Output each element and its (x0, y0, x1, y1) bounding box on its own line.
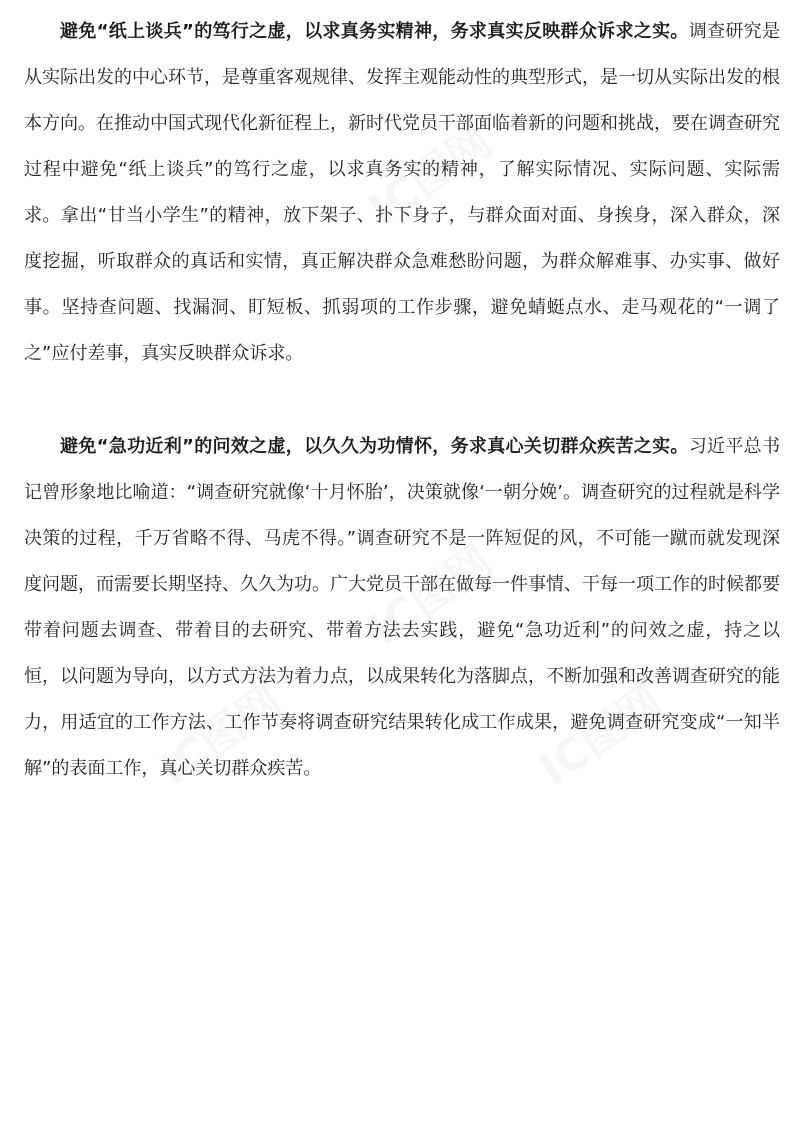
paragraph-2-body: 习近平总书记曾形象地比喻道：“调查研究就像‘十月怀胎’，决策就像‘一朝分娩’。调查研究的过程就是科学决策的过程，千万省略不得、马虎不得。”调查研究不是一阵短促的风，不可能一蹴而就发现深度问题，而需要长期坚持、久久为功。广大党员干部在做每一件事情、干每一项工作的时候都要带着问题去调查、带着目的去研究、带着方法去实践，避免“急功近利”的问效之虚，持之以恒，以问题为导向，以方式方法为着力点，以成果转化为落脚点，不断加强和改善调查研究的能力，用适宜的工作方法、工作节奏将调查研究结果转化成工作成果，避免调查研究变成“一知半解”的表面工作，真心关切群众疾苦。 (24, 436, 780, 779)
document-page (24, 0, 780, 792)
paragraph-1-body: 调查研究是从实际出发的中心环节，是尊重客观规律、发挥主观能动性的典型形式，是一切从实际出发的根本方向。在推动中国式现代化新征程上，新时代党员干部面临着新的问题和挑战，要在调查研究过程中避免“纸上谈兵”的笃行之虚，以求真务实的精神，了解实际情况、实际问题、实际需求。拿出“甘当小学生”的精神，放下架子、扑下身子，与群众面对面、身挨身，深入群众，深度挖掘，听取群众的真话和实情，真正解决群众急难愁盼问题，为群众解难事、办实事、做好事。坚持查问题、找漏洞、盯短板、抓弱项的工作步骤，避免蜻蜓点水、走马观花的“一调了之”应付差事，真实反映群众诉求。 (24, 21, 780, 364)
paragraph-1 (24, 0, 780, 377)
paragraph-2-lead: 避免“急功近利”的问效之虚，以久久为功情怀，务求真心关切群众疾苦之实。 (60, 436, 689, 457)
paragraph-2 (24, 424, 780, 792)
paragraph-1-lead: 避免“纸上谈兵”的笃行之虚，以求真务实精神，务求真实反映群众诉求之实。 (60, 21, 689, 42)
